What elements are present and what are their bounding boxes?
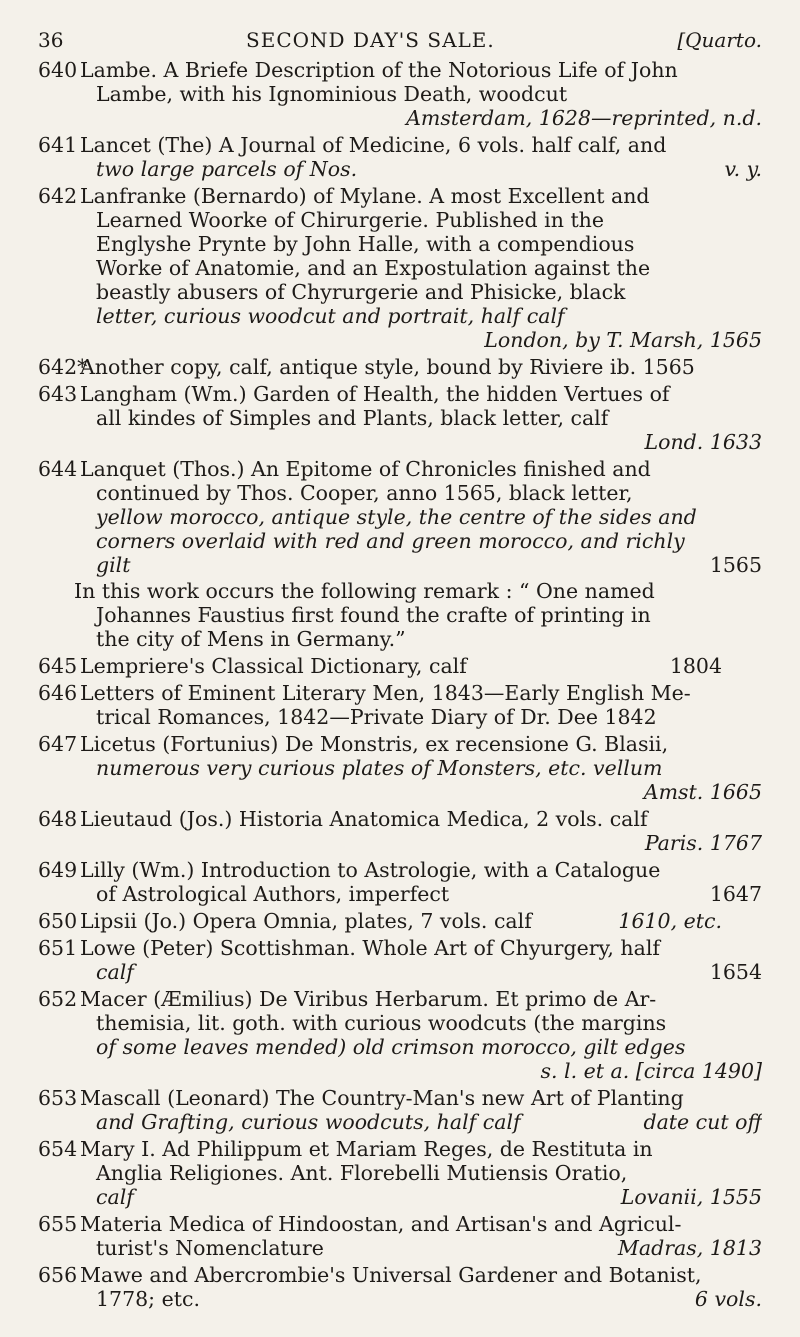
imprint: 6 vols.	[694, 1287, 762, 1311]
entry-line: Macer (Æmilius) De Viribus Herbarum. Et primo de Ar-	[80, 987, 657, 1011]
imprint: Amsterdam, 1628—reprinted, n.d.	[406, 106, 762, 130]
entry-line: Worke of Anatomie, and an Expostulation against the	[96, 256, 651, 280]
entry-note	[38, 579, 762, 651]
entry-line: Materia Medica of Hindoostan, and Artisan's and Agricul-	[80, 1212, 682, 1236]
imprint: Lond. 1633	[644, 430, 762, 454]
format-label: [Quarto.	[677, 28, 762, 52]
lot-number: 647	[38, 732, 78, 756]
entry-line: Lambe, with his Ignominious Death, woodcut	[96, 82, 568, 106]
catalogue-entry	[38, 355, 762, 379]
entry-line: Anglia Religiones. Ant. Florebelli Mutiensis Oratio,	[96, 1161, 628, 1185]
entry-line: themisia, lit. goth. with curious woodcuts (the margins	[96, 1011, 667, 1035]
lot-number: 642	[38, 184, 78, 208]
catalogue-entry	[38, 732, 762, 804]
entry-line: Lempriere's Classical Dictionary, calf	[80, 654, 467, 678]
entry-line: turist's Nomenclature	[96, 1236, 324, 1260]
entry-line: Englyshe Prynte by John Halle, with a compendious	[96, 232, 635, 256]
entry-line: letter, curious woodcut and portrait, half calf	[96, 304, 565, 328]
entry-line: and Grafting, curious woodcuts, half calf	[96, 1110, 521, 1134]
catalogue-entry	[38, 987, 762, 1083]
entry-line: Lipsii (Jo.) Opera Omnia, plates, 7 vols. calf	[80, 909, 532, 933]
entry-line: yellow morocco, antique style, the centre of the sides and	[96, 505, 697, 529]
lot-number: 656	[38, 1263, 78, 1287]
entry-line: Mary I. Ad Philippum et Mariam Reges, de Restituta in	[80, 1137, 653, 1161]
catalogue-entry	[38, 457, 762, 651]
imprint: London, by T. Marsh, 1565	[484, 328, 762, 352]
entry-line: Mawe and Abercrombie's Universal Gardener and Botanist,	[80, 1263, 702, 1287]
entry-line: Lanfranke (Bernardo) of Mylane. A most Excellent and	[80, 184, 650, 208]
catalogue-entry	[38, 1137, 762, 1209]
entry-line: two large parcels of Nos.	[96, 157, 358, 181]
entry-line: of some leaves mended) old crimson morocco, gilt edges	[96, 1035, 686, 1059]
catalogue-entry	[38, 1086, 762, 1134]
catalogue-entry	[38, 936, 762, 984]
catalogue-entry	[38, 909, 762, 933]
entry-line: continued by Thos. Cooper, anno 1565, black letter,	[96, 481, 633, 505]
entry-line: Langham (Wm.) Garden of Health, the hidden Vertues of	[80, 382, 670, 406]
lot-number: 643	[38, 382, 78, 406]
entry-line: calf	[96, 960, 134, 984]
entry-line: all kindes of Simples and Plants, black letter, calf	[96, 406, 609, 430]
lot-number: 648	[38, 807, 78, 831]
imprint: Lovanii, 1555	[620, 1185, 762, 1209]
entry-line: of Astrological Authors, imperfect	[96, 882, 450, 906]
entry-line: calf	[96, 1185, 134, 1209]
imprint: s. l. et a. [circa 1490]	[540, 1059, 762, 1083]
entry-line: Lilly (Wm.) Introduction to Astrologie, with a Catalogue	[80, 858, 661, 882]
catalogue-entry	[38, 133, 762, 181]
catalogue-entry	[38, 58, 762, 130]
entry-line: beastly abusers of Chyrurgerie and Phisicke, black	[96, 280, 626, 304]
entry-line: Lanquet (Thos.) An Epitome of Chronicles finished and	[80, 457, 651, 481]
lot-number: 652	[38, 987, 78, 1011]
page-number: 36	[38, 28, 64, 52]
entry-line: Learned Woorke of Chirurgerie. Published in the	[96, 208, 605, 232]
imprint: v. y.	[724, 157, 762, 181]
lot-number: 651	[38, 936, 78, 960]
catalogue-entry	[38, 858, 762, 906]
lot-number: 654	[38, 1137, 78, 1161]
catalogue-entry	[38, 1263, 762, 1311]
entry-line: trical Romances, 1842—Private Diary of Dr. Dee 1842	[96, 705, 657, 729]
lot-number: 646	[38, 681, 78, 705]
lot-number: 650	[38, 909, 78, 933]
entry-line: Licetus (Fortunius) De Monstris, ex recensione G. Blasii,	[80, 732, 669, 756]
lot-number: 641	[38, 133, 78, 157]
imprint: Paris. 1767	[644, 831, 762, 855]
note-line: In this work occurs the following remark : “ One named	[74, 579, 655, 603]
entry-line: numerous very curious plates of Monsters, etc. vellum	[96, 756, 663, 780]
entry-line: 1778; etc.	[96, 1287, 200, 1311]
entry-line: Letters of Eminent Literary Men, 1843—Early English Me-	[80, 681, 691, 705]
imprint: 1804	[669, 654, 722, 678]
imprint: 1647	[709, 882, 762, 906]
entry-line: Another copy, calf, antique style, bound by Riviere ib. 1565	[80, 355, 695, 379]
catalogue-entry	[38, 1212, 762, 1260]
catalogue-entry	[38, 654, 762, 678]
entry-line: gilt	[96, 553, 131, 577]
entry-line: corners overlaid with red and green morocco, and richly	[96, 529, 685, 553]
note-line: Johannes Faustius first found the crafte of printing in	[96, 603, 651, 627]
entry-line: Lambe. A Briefe Description of the Notorious Life of John	[80, 58, 678, 82]
lot-number: 645	[38, 654, 78, 678]
lot-number: 655	[38, 1212, 78, 1236]
imprint: Madras, 1813	[617, 1236, 762, 1260]
imprint: 1654	[709, 960, 762, 984]
imprint: Amst. 1665	[643, 780, 762, 804]
imprint: date cut off	[643, 1110, 762, 1134]
entry-line: Lieutaud (Jos.) Historia Anatomica Medica, 2 vols. calf	[80, 807, 648, 831]
lot-number: 653	[38, 1086, 78, 1110]
lot-number: 644	[38, 457, 78, 481]
page-title: SECOND DAY'S SALE.	[246, 28, 495, 52]
catalogue-entry	[38, 807, 762, 855]
entry-line: Mascall (Leonard) The Country-Man's new Art of Planting	[80, 1086, 684, 1110]
running-head	[38, 28, 762, 52]
imprint: 1610, etc.	[618, 909, 722, 933]
imprint: 1565	[709, 553, 762, 577]
lot-number: 649	[38, 858, 78, 882]
entry-line: Lowe (Peter) Scottishman. Whole Art of Chyurgery, half	[80, 936, 660, 960]
note-line: the city of Mens in Germany.”	[96, 627, 406, 651]
lot-number: 642*	[38, 355, 88, 379]
catalogue-entry	[38, 681, 762, 729]
catalogue-entry	[38, 382, 762, 454]
catalogue-entry	[38, 184, 762, 352]
lot-number: 640	[38, 58, 78, 82]
entry-line: Lancet (The) A Journal of Medicine, 6 vols. half calf, and	[80, 133, 667, 157]
